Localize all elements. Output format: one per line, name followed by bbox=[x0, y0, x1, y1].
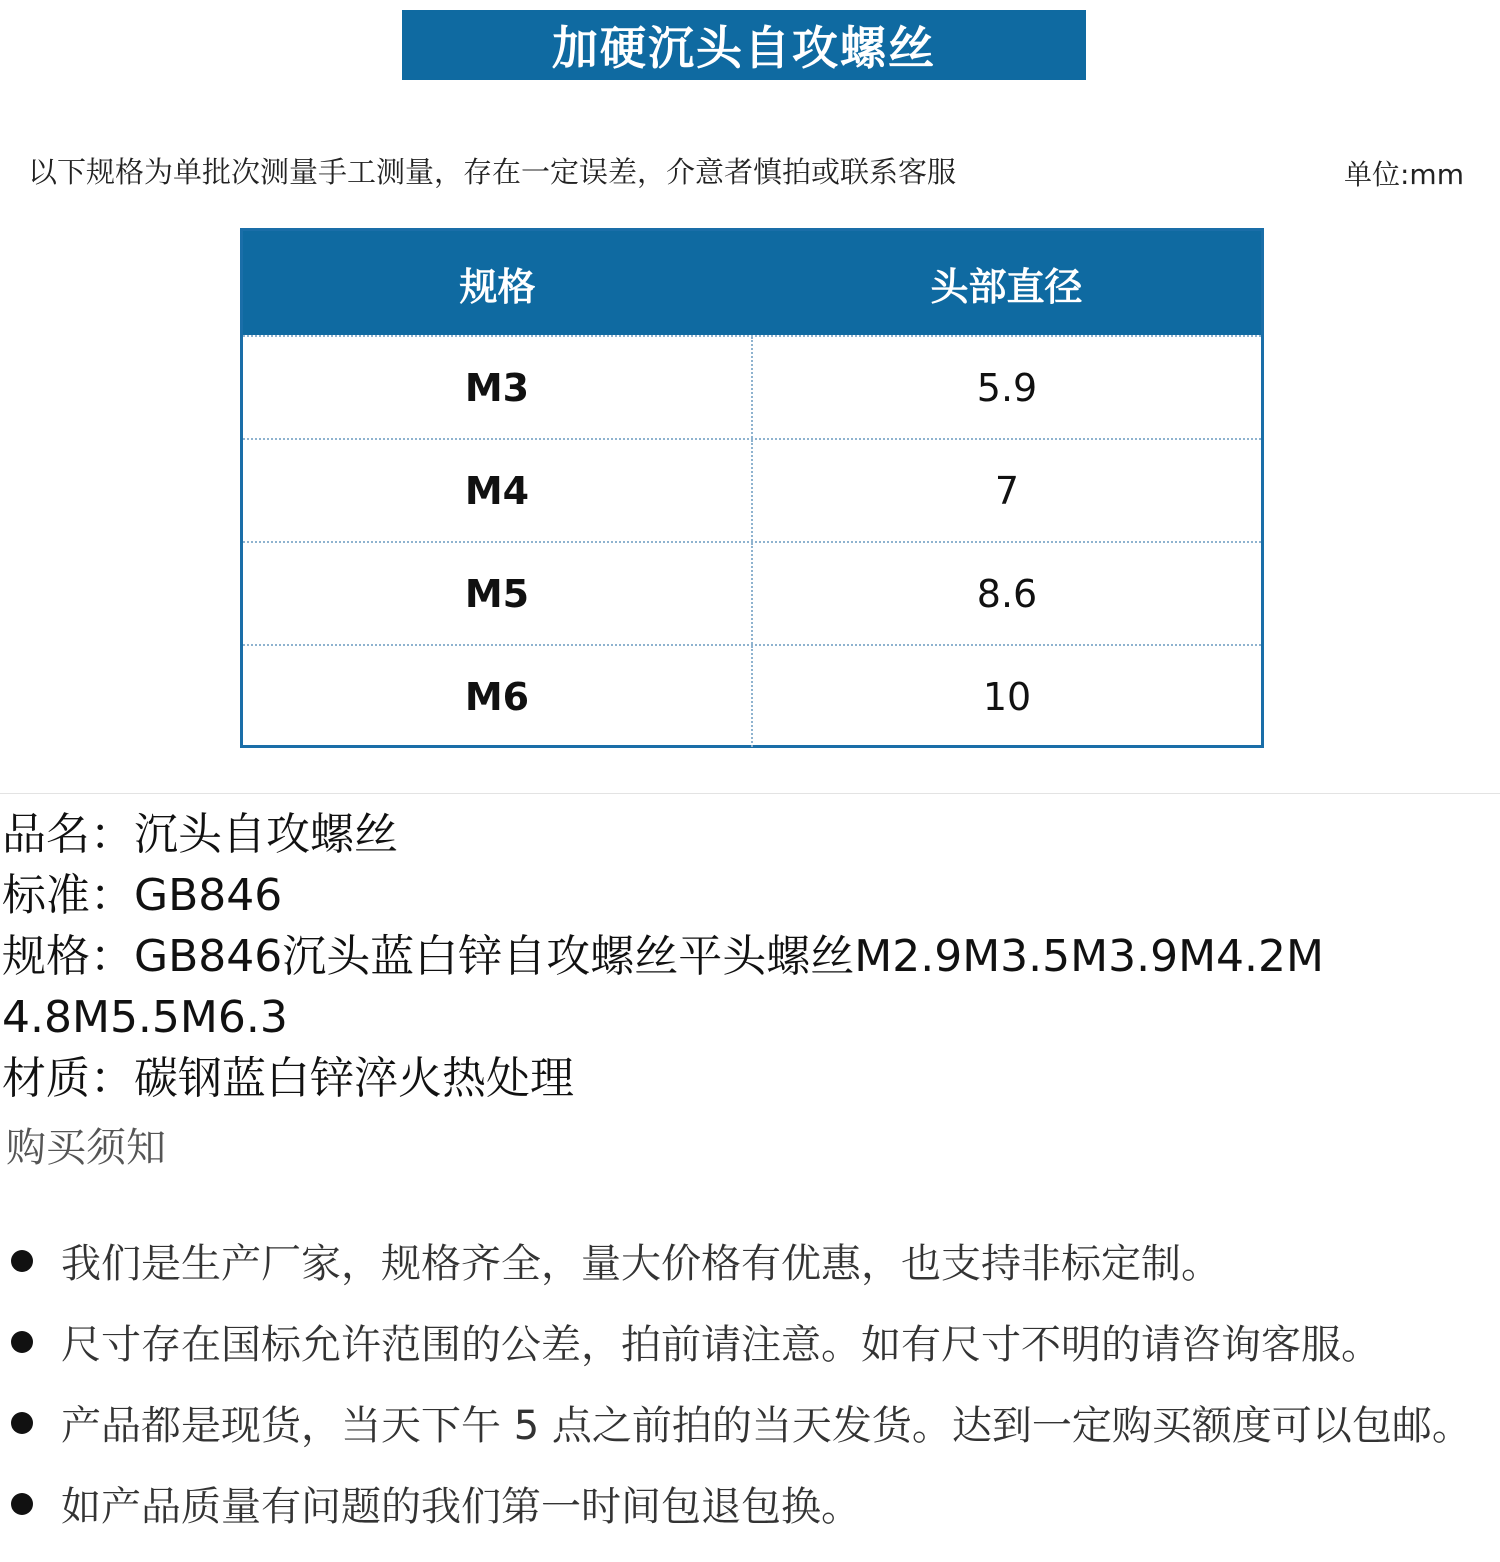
table-row bbox=[243, 644, 1261, 747]
bullet-icon bbox=[11, 1412, 33, 1434]
bullet-icon bbox=[11, 1331, 33, 1353]
product-material: 材质：碳钢蓝白锌淬火热处理 bbox=[2, 1053, 574, 1104]
unit-label: 单位:mm bbox=[1344, 158, 1464, 191]
head-diameter-cell: 8.6 bbox=[976, 571, 1038, 616]
product-info bbox=[2, 804, 1362, 1109]
size-cell: M4 bbox=[243, 440, 753, 541]
list-item bbox=[0, 1220, 1500, 1301]
title-banner bbox=[402, 10, 1086, 80]
table-row bbox=[243, 335, 1261, 438]
notice-title: 购买须知 bbox=[6, 1125, 166, 1171]
list-item bbox=[0, 1463, 1500, 1544]
list-item bbox=[0, 1301, 1500, 1382]
head-diameter-cell: 5.9 bbox=[976, 365, 1038, 410]
notice-list bbox=[0, 1220, 1500, 1544]
page-title: 加硬沉头自攻螺丝 bbox=[552, 21, 936, 75]
product-standard: 标准：GB846 bbox=[2, 870, 283, 921]
bullet-icon bbox=[11, 1493, 33, 1515]
size-cell: M3 bbox=[243, 337, 753, 438]
notice-text: 尺寸存在国标允许范围的公差，拍前请注意。如有尺寸不明的请咨询客服。 bbox=[61, 1322, 1381, 1368]
spec-table bbox=[240, 228, 1264, 748]
product-spec: 规格：GB846沉头蓝白锌自攻螺丝平头螺丝M2.9M3.5M3.9M4.2M4.8M5.5M6.3 bbox=[2, 931, 1324, 1043]
measurement-note: 以下规格为单批次测量手工测量，存在一定误差，介意者慎拍或联系客服 bbox=[28, 155, 957, 189]
bullet-icon bbox=[11, 1250, 33, 1272]
table-header bbox=[243, 231, 1261, 335]
list-item bbox=[0, 1382, 1500, 1463]
header-size: 规格 bbox=[459, 264, 536, 309]
head-diameter-cell: 10 bbox=[982, 674, 1032, 719]
notice-text: 我们是生产厂家，规格齐全，量大价格有优惠，也支持非标定制。 bbox=[61, 1241, 1221, 1287]
table-row bbox=[243, 438, 1261, 541]
table-row bbox=[243, 541, 1261, 644]
notice-text: 如产品质量有问题的我们第一时间包退包换。 bbox=[61, 1484, 861, 1530]
notice-text: 产品都是现货，当天下午 5 点之前拍的当天发货。达到一定购买额度可以包邮。 bbox=[61, 1403, 1472, 1449]
product-name: 品名：沉头自攻螺丝 bbox=[2, 809, 398, 860]
size-cell: M5 bbox=[243, 543, 753, 644]
size-cell: M6 bbox=[243, 646, 753, 747]
section-divider bbox=[0, 793, 1500, 794]
header-head-diameter: 头部直径 bbox=[930, 264, 1083, 309]
head-diameter-cell: 7 bbox=[994, 468, 1020, 513]
